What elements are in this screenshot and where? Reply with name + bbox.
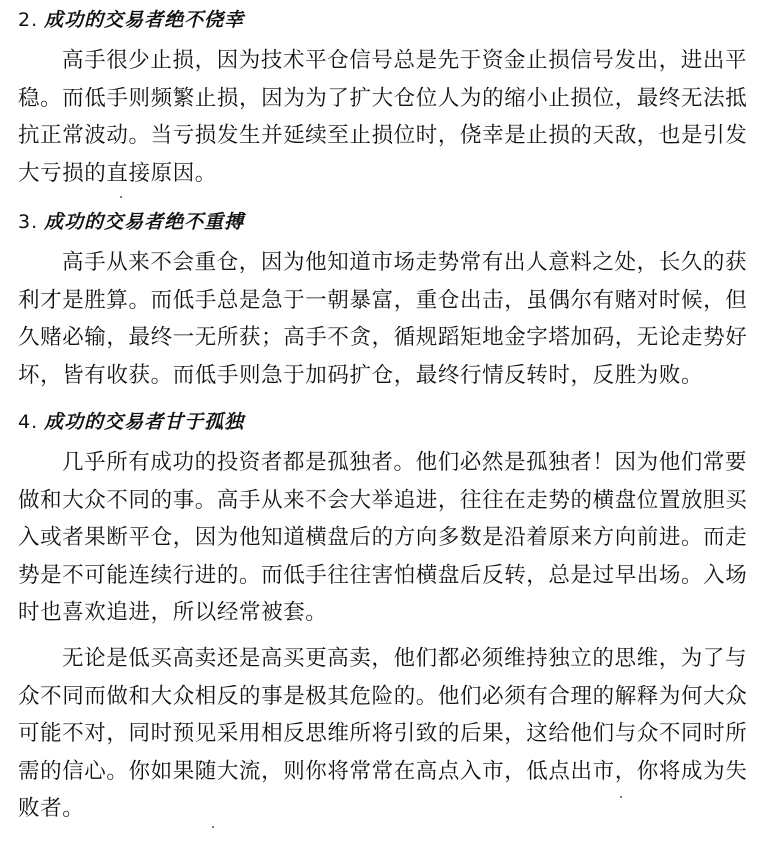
- text-line: 可能不对，同时预见采用相反思维所将引致的后果，这给他们与众不同时所: [18, 721, 748, 746]
- text-line: 高手从来不会重仓，因为他知道市场走势常有出人意料之处，长久的获: [62, 250, 748, 275]
- section-heading-3: [18, 210, 244, 234]
- text-line: 坏，皆有收获。而低手则急于加码扩仓，最终行情反转时，反胜为败。: [18, 362, 704, 388]
- text-line: 败者。: [18, 796, 85, 821]
- text-line: 抗正常波动。当亏损发生并延续至止损位时，侥幸是止损的天敌，也是引发: [18, 123, 748, 148]
- paragraph: [18, 640, 746, 828]
- section-title: 成功的交易者绝不侥幸: [44, 9, 245, 31]
- text-line: 做和大众不同的事。高手从来不会大举追进，往往在走势的横盘位置放胆买: [18, 487, 748, 513]
- text-line: 久赌必输，最终一无所获；高手不贪，循规蹈矩地金字塔加码，无论走势好: [18, 325, 748, 350]
- text-line: 高手很少止损，因为技术平仓信号总是先于资金止损信号发出，进出平: [62, 48, 748, 73]
- section-title: 成功的交易者甘于孤独: [44, 411, 245, 433]
- section-title: 成功的交易者绝不重搏: [44, 211, 245, 233]
- scan-speck: [120, 196, 122, 198]
- text-line: 无论是低买高卖还是高买更高卖，他们都必须维持独立的思维，为了与: [62, 646, 748, 671]
- section-number: 2.: [18, 9, 39, 31]
- scan-speck: [212, 826, 214, 828]
- text-line: 利才是胜算。而低手总是急于一朝暴富，重仓出击，虽偶尔有赌对时候，但: [18, 287, 748, 313]
- paragraph: [18, 444, 746, 632]
- text-line: 时也喜欢追进，所以经常被套。: [18, 600, 328, 625]
- section-number: 4.: [18, 411, 39, 433]
- text-line: 稳。而低手则频繁止损，因为为了扩大仓位人为的缩小止损位，最终无法抵: [18, 85, 748, 111]
- text-line: 众不同而做和大众相反的事是极其危险的。他们必须有合理的解释为何大众: [18, 683, 748, 709]
- text-line: 几乎所有成功的投资者都是孤独者。他们必然是孤独者！因为他们常要: [62, 450, 748, 475]
- text-line: 需的信心。你如果随大流，则你将常常在高点入市，低点出市，你将成为失: [18, 758, 748, 784]
- scan-speck: [620, 796, 622, 798]
- text-line: 势是不可能连续行进的。而低手往往害怕横盘后反转，总是过早出场。入场: [18, 562, 748, 588]
- paragraph: [18, 42, 746, 192]
- text-line: 入或者果断平仓，因为他知道横盘后的方向多数是沿着原来方向前进。而走: [18, 525, 748, 550]
- paragraph: [18, 244, 746, 394]
- text-line: 大亏损的直接原因。: [18, 160, 217, 186]
- section-heading-2: [18, 8, 244, 32]
- section-number: 3.: [18, 211, 39, 233]
- section-heading-4: [18, 410, 244, 434]
